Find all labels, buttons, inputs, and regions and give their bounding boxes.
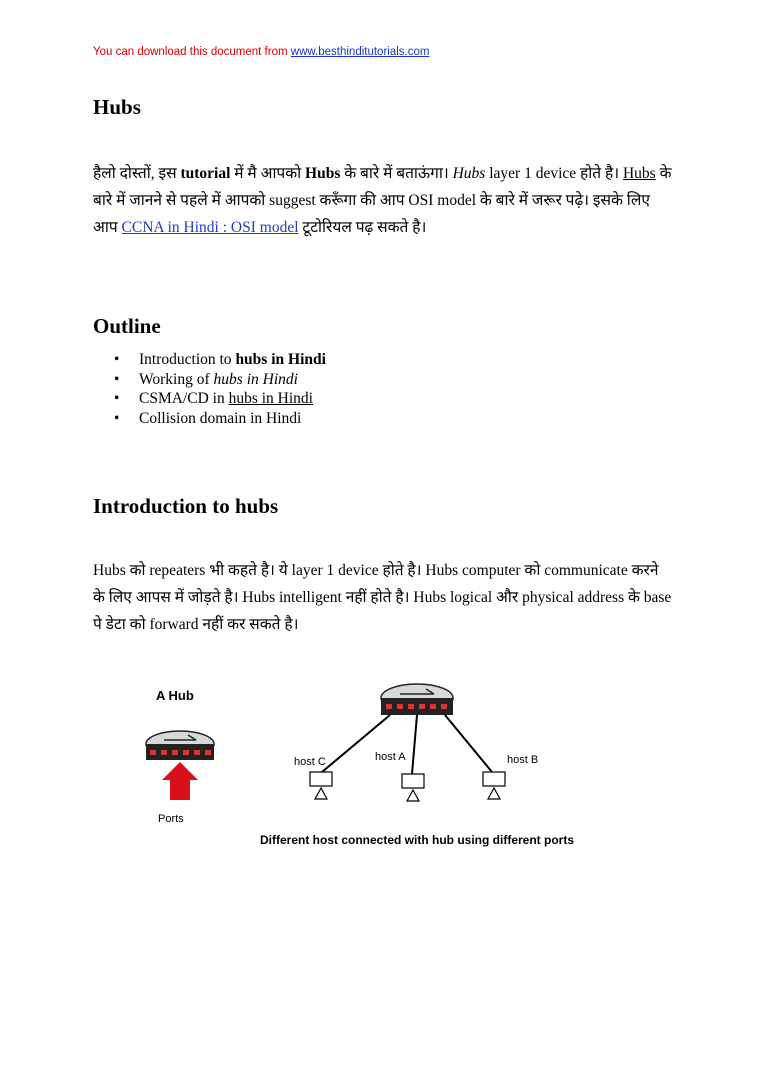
hub-label: A Hub xyxy=(156,688,194,703)
website-link[interactable]: www.besthinditutorials.com xyxy=(290,46,430,58)
host-b-label: host B xyxy=(507,754,539,766)
host-c-label: host C xyxy=(294,756,326,768)
list-item xyxy=(93,389,326,409)
outline-list xyxy=(93,350,326,428)
list-text: Working of xyxy=(139,370,214,388)
hubs-heading: Hubs xyxy=(93,95,141,119)
osi-model-link[interactable]: CCNA in Hindi : OSI model xyxy=(121,219,299,236)
hubs-paragraph: Hubs को repeaters भी कहते है। ये layer 1 device होते है। Hubs computer को communicate करने के लिए आपस में जोड़ते है। Hubs intelligent नहीं होते है। Hubs logical और physical address के base पे डेटा को forward नहीं कर सकते है। xyxy=(93,562,672,633)
list-emphasis: hubs in Hindi xyxy=(235,351,326,368)
text: के बारे में जानने से पहले में आपको suggest करूँगा की आप OSI model के बारे में जरूर पढ़े। इसके लिए आप xyxy=(93,165,672,236)
list-item xyxy=(93,370,326,390)
outline-heading: Outline xyxy=(93,314,161,338)
ports-arrow-icon xyxy=(162,762,198,800)
list-text: CSMA/CD in xyxy=(139,390,229,407)
text: हैलो दोस्तों, इस xyxy=(93,165,181,182)
text: के बारे में बताऊंगा। xyxy=(340,165,453,182)
figure-caption: Different host connected with hub using different ports xyxy=(260,833,574,847)
intro-paragraph xyxy=(93,160,673,241)
list-item xyxy=(93,350,326,370)
bullet-icon: • xyxy=(114,351,120,368)
host-c-icon xyxy=(310,772,332,799)
network-links xyxy=(322,715,492,774)
text: में मै आपको xyxy=(230,165,306,182)
text: टूटोरियल पढ़ सकते है। xyxy=(298,219,427,236)
list-item xyxy=(93,409,326,429)
host-a-label: host A xyxy=(375,751,406,763)
list-text: Collision domain in Hindi xyxy=(139,409,302,427)
list-emphasis: hubs in Hindi xyxy=(213,370,298,388)
bullet-icon: • xyxy=(114,370,120,388)
list-emphasis: hubs in Hindi xyxy=(228,390,313,407)
host-b-icon xyxy=(483,772,505,799)
text-italic: Hubs xyxy=(452,165,486,182)
text-bold: Hubs xyxy=(305,165,341,182)
list-text: Introduction to xyxy=(139,351,236,368)
bullet-icon: • xyxy=(114,390,120,407)
text-bold: tutorial xyxy=(180,165,231,182)
text-underline: Hubs xyxy=(622,165,656,182)
network-hub-icon xyxy=(381,684,453,715)
text: layer 1 device होते है। xyxy=(485,165,623,182)
hub-diagram xyxy=(140,672,640,862)
download-notice-text: You can download this document from xyxy=(93,46,291,58)
ports-label: Ports xyxy=(158,813,184,825)
host-a-icon xyxy=(402,774,424,801)
hub-icon xyxy=(146,731,214,760)
introduction-heading: Introduction to hubs xyxy=(93,494,279,518)
bullet-icon: • xyxy=(114,409,120,427)
download-notice xyxy=(93,46,429,58)
